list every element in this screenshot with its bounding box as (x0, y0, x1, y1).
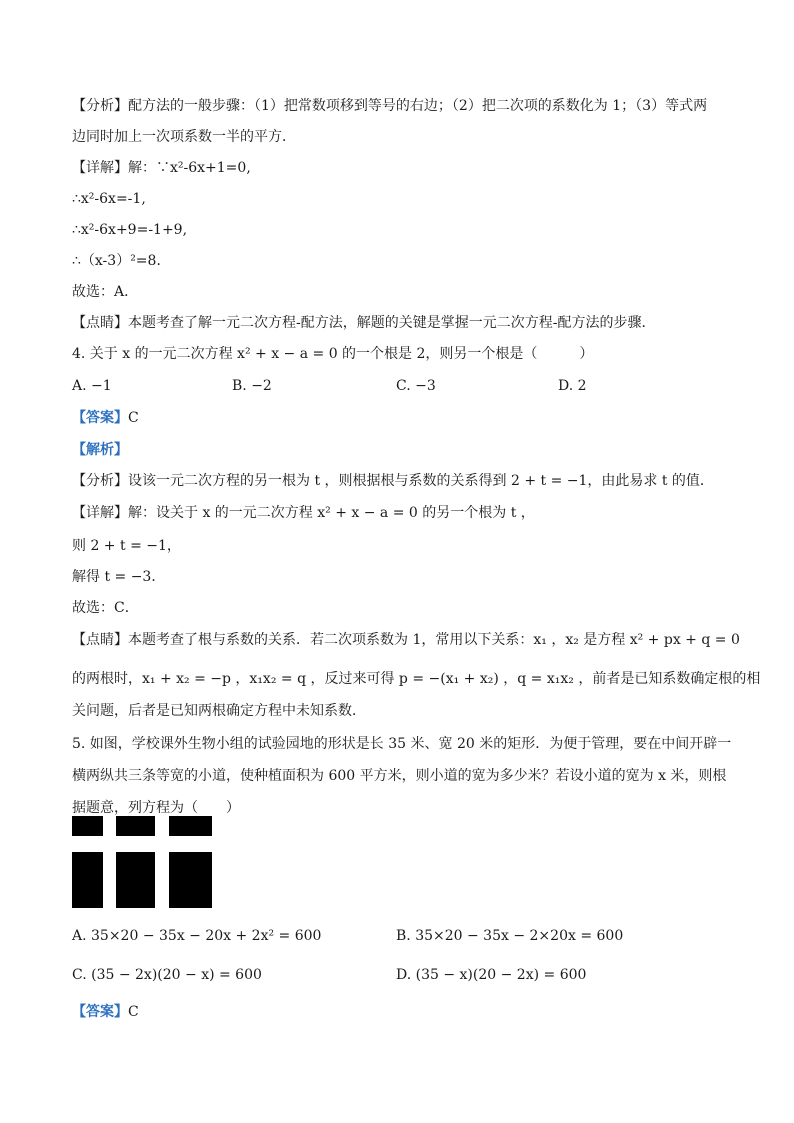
choice-line: 故选：A． (72, 284, 139, 300)
q4-solution-1: 【详解】解：设关于 x 的一元二次方程 x² + x − a = 0 的另一个根为 t ， (72, 505, 535, 521)
answer-row-5 (72, 1002, 734, 1022)
plot-top-left (72, 816, 103, 836)
q5-option-b: B. 35×20 − 35x − 2×20x = 600 (396, 928, 624, 944)
answer-row-4 (72, 408, 734, 428)
analysis-line-1: 【分析】配方法的一般步骤：（1）把常数项移到等号的右边；（2）把二次项的系数化为 1；（3）等式两 (72, 98, 708, 114)
q4-choice: 故选：C． (72, 600, 139, 616)
q5-option-a: A. 35×20 − 35x − 20x + 2x² = 600 (72, 928, 322, 944)
question-4: 4. 关于 x 的一元二次方程 x² + x − a = 0 的一个根是 2，则另一个根是（ ） (72, 346, 594, 362)
q4-comment-2: 的两根时，x₁ + x₂ = −p ，x₁x₂ = q ，反过来可得 p = −(x₁ + x₂) ，q = x₁x₂ ，前者是已知系数确定根的相 (72, 671, 761, 687)
q4-comment-3: 关问题，后者是已知两根确定方程中未知系数． (72, 703, 366, 719)
analysis-line-2: 边同时加上一次项系数一半的平方． (72, 129, 296, 145)
plot-top-right (169, 816, 212, 836)
q4-option-a: A. −1 (72, 378, 112, 394)
q5-option-d: D. (35 − x)(20 − 2x) = 600 (396, 967, 587, 983)
solution-line-2: ∴x²-6x=-1, (72, 191, 146, 207)
q4-option-b: B. −2 (232, 378, 272, 394)
q4-solution-3: 解得 t = −3． (72, 569, 166, 585)
plot-bottom-left (72, 852, 103, 908)
plot-top-middle (116, 816, 155, 836)
answer-value: C (128, 1004, 139, 1020)
q4-option-d: D. 2 (558, 378, 587, 394)
answer-value: C (128, 410, 139, 426)
q4-option-c: C. −3 (396, 378, 436, 394)
question-5-line-3: 据题意，列方程为（ ） (72, 800, 240, 816)
garden-figure (72, 816, 212, 908)
analysis-label: 【解析】 (72, 442, 128, 458)
q4-solution-2: 则 2 + t = −1， (72, 538, 181, 554)
q4-analysis: 【分析】设该一元二次方程的另一根为 t ，则根据根与系数的关系得到 2 + t = −1，由此易求 t 的值． (72, 473, 714, 489)
q5-option-c: C. (35 − 2x)(20 − x) = 600 (72, 967, 262, 983)
q4-comment-1: 【点睛】本题考查了根与系数的关系．若二次项系数为 1，常用以下关系：x₁ ，x₂ 是方程 x² + px + q = 0 (72, 632, 740, 648)
answer-label: 【答案】 (72, 410, 128, 426)
question-5-line-1: 5. 如图，学校课外生物小组的试验园地的形状是长 35 米、宽 20 米的矩形．为便于管理，要在中间开辟一 (72, 736, 732, 752)
analysis-heading (72, 440, 734, 460)
comment-line: 【点睛】本题考查了解一元二次方程-配方法，解题的关键是掌握一元二次方程-配方法的步骤． (72, 315, 656, 331)
solution-line-4: ∴（x-3）²=8． (72, 253, 171, 269)
solution-line-1: 【详解】解：∵x²-6x+1=0, (72, 160, 251, 176)
solution-line-3: ∴x²-6x+9=-1+9, (72, 222, 188, 238)
answer-label: 【答案】 (72, 1004, 128, 1020)
question-5-line-2: 横两纵共三条等宽的小道，使种植面积为 600 平方米，则小道的宽为多少米？若设小道的宽为 x 米，则根 (72, 768, 727, 784)
plot-bottom-right (169, 852, 212, 908)
plot-bottom-middle (116, 852, 155, 908)
